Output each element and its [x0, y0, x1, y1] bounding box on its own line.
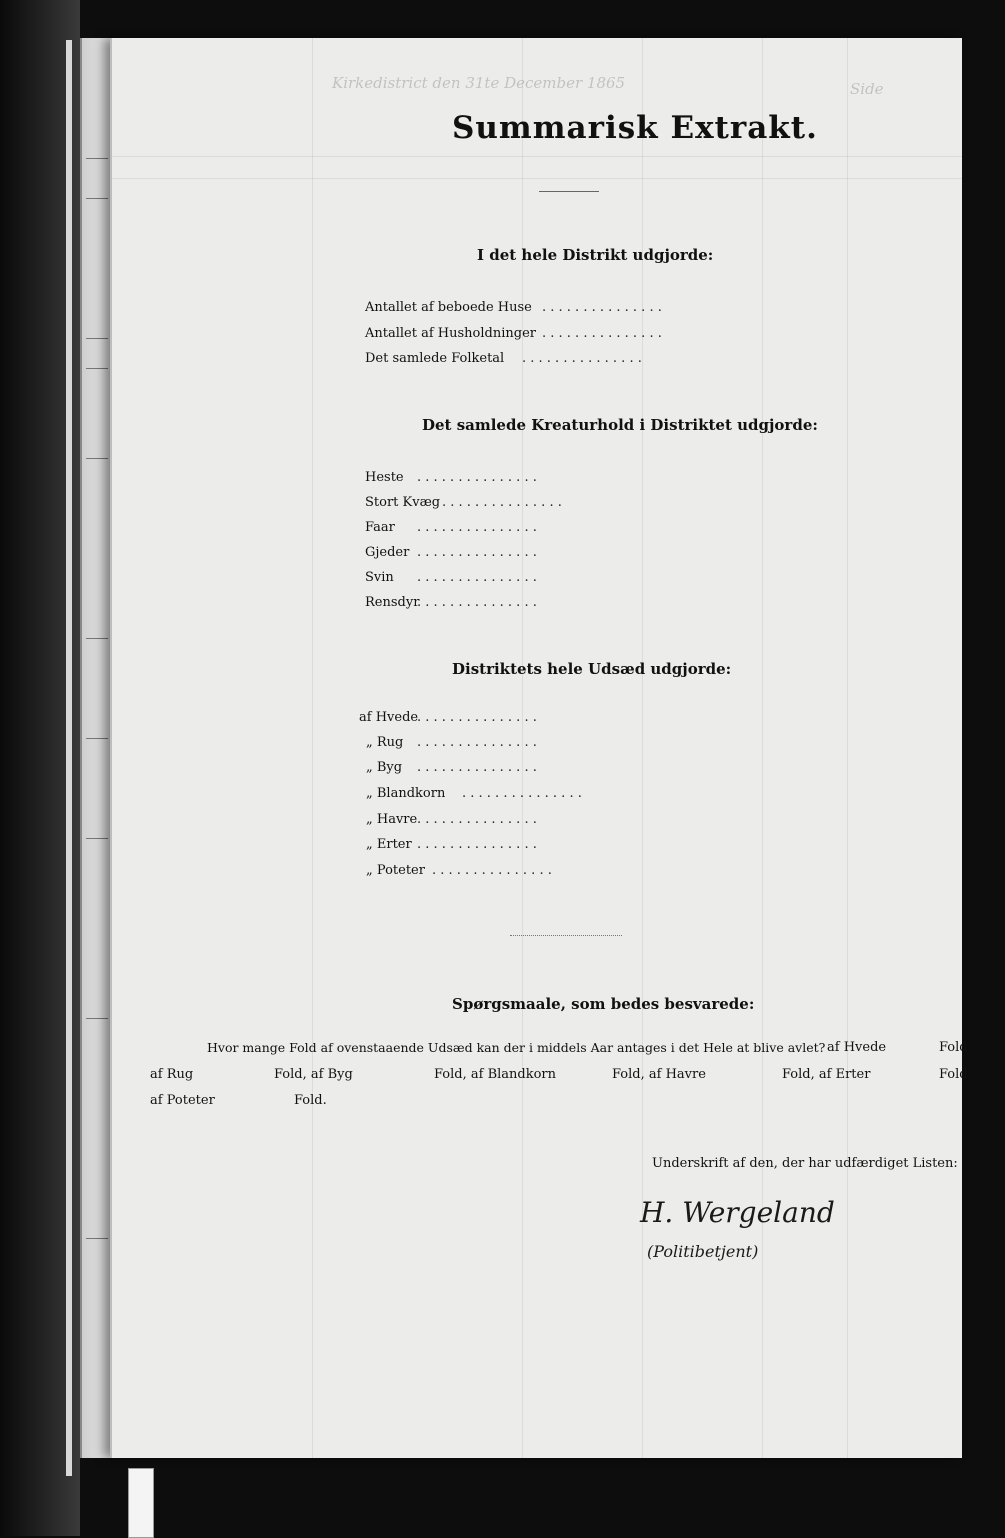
- leader-dots: . . . . . . . . . . . . . . .: [417, 570, 537, 585]
- faded-header: Kirkedistrict den 31te December 1865: [332, 74, 626, 92]
- households-item: Antallet af beboede Huse: [365, 300, 532, 315]
- leader-dots: . . . . . . . . . . . . . . .: [542, 300, 662, 315]
- livestock-item: Svin: [365, 570, 394, 585]
- leader-dots: . . . . . . . . . . . . . . .: [417, 545, 537, 560]
- seed-item: „ Havre: [366, 812, 418, 827]
- question-label: af Poteter: [150, 1093, 215, 1108]
- faded-corner: Side: [850, 80, 884, 98]
- question-label: Fold, af Byg: [274, 1067, 353, 1082]
- question-label: Fold, af Erter: [782, 1067, 871, 1082]
- households-item: Antallet af Husholdninger: [365, 326, 536, 341]
- bookmark-tab: [128, 1468, 154, 1538]
- leader-dots: . . . . . . . . . . . . . . .: [417, 470, 537, 485]
- section-divider: [510, 935, 622, 936]
- page-title: Summarisk Extrakt.: [452, 110, 818, 146]
- leader-dots: . . . . . . . . . . . . . . .: [432, 863, 552, 878]
- leader-dots: . . . . . . . . . . . . . . .: [417, 520, 537, 535]
- binding-edge: [66, 40, 72, 1476]
- seed-item: „ Erter: [366, 837, 412, 852]
- signature-name: H. Wergeland: [640, 1196, 835, 1229]
- leader-dots: . . . . . . . . . . . . . . .: [522, 351, 642, 366]
- question-label: Fold: [939, 1040, 968, 1055]
- question-label: af Rug: [150, 1067, 194, 1082]
- question-label: Fold, af Havre: [612, 1067, 706, 1082]
- signature-caption: Underskrift af den, der har udfærdiget Listen:: [652, 1156, 958, 1171]
- question-text: Hvor mange Fold af ovenstaaende Udsæd kan der i middels Aar antages i det Hele at blive avlet?: [207, 1040, 826, 1055]
- question-label: Fold: [939, 1067, 968, 1082]
- leader-dots: . . . . . . . . . . . . . . .: [542, 326, 662, 341]
- leader-dots: . . . . . . . . . . . . . . .: [417, 710, 537, 725]
- leader-dots: . . . . . . . . . . . . . . .: [462, 786, 582, 801]
- section-households-heading: I det hele Distrikt udgjorde:: [477, 246, 714, 264]
- households-item: Det samlede Folketal: [365, 351, 505, 366]
- leader-dots: . . . . . . . . . . . . . . .: [417, 735, 537, 750]
- question-label: af Hvede: [827, 1040, 887, 1055]
- seed-item: af Hvede: [359, 710, 419, 725]
- livestock-item: Faar: [365, 520, 395, 535]
- livestock-item: Heste: [365, 470, 404, 485]
- question-label: Fold.: [294, 1093, 327, 1108]
- leader-dots: . . . . . . . . . . . . . . .: [417, 812, 537, 827]
- title-rule: [539, 191, 599, 192]
- livestock-item: Rensdyr: [365, 595, 420, 610]
- page-edge-strip: [80, 38, 112, 1458]
- seed-item: „ Poteter: [366, 863, 425, 878]
- leader-dots: . . . . . . . . . . . . . . .: [417, 760, 537, 775]
- seed-item: „ Blandkorn: [366, 786, 446, 801]
- question-label: Fold, af Blandkorn: [434, 1067, 557, 1082]
- section-seed-heading: Distriktets hele Udsæd udgjorde:: [452, 660, 732, 678]
- livestock-item: Gjeder: [365, 545, 410, 560]
- leader-dots: . . . . . . . . . . . . . . .: [442, 495, 562, 510]
- questions-heading: Spørgsmaale, som bedes besvarede:: [452, 995, 755, 1013]
- leader-dots: . . . . . . . . . . . . . . .: [417, 837, 537, 852]
- leader-dots: . . . . . . . . . . . . . . .: [417, 595, 537, 610]
- book-binding: [0, 0, 80, 1536]
- signature-role: (Politibetjent): [647, 1242, 759, 1261]
- document-page: [110, 38, 968, 1458]
- seed-item: „ Rug: [366, 735, 404, 750]
- seed-item: „ Byg: [366, 760, 403, 775]
- livestock-item: Stort Kvæg: [365, 495, 441, 510]
- section-livestock-heading: Det samlede Kreaturhold i Distriktet udgjorde:: [422, 416, 818, 434]
